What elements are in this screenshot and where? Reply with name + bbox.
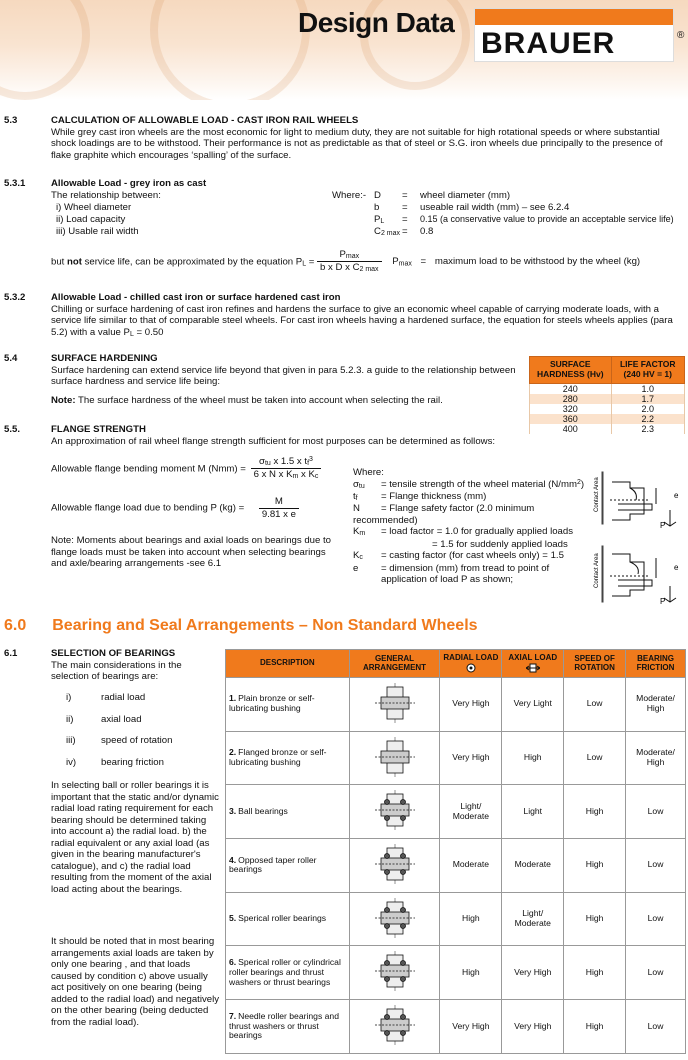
speed-value: High [564,839,626,893]
definition-row: $P_L = 0.15$ (a conservative value to provide an acceptable service life) [374,214,674,225]
section-heading: SELECTION OF BEARINGS [51,648,176,659]
table-row: 400 2.3 [530,424,685,434]
axial-load-value: Light [502,785,564,839]
section-heading: SURFACE HARDENING [51,353,158,364]
diagram-p-label: P [660,521,666,530]
definition-row: application of load P as shown; [381,574,514,586]
bearing-description: 1. Plain bronze or self-lubricating bushing [226,678,350,732]
friction-value: Moderate/ High [626,678,686,732]
radial-load-value: Very High [440,731,502,785]
list-item: i) Wheel diameter [56,202,132,213]
section-body: Surface hardening can extend service life beyond that given in para 5.2.3. a guide to the relationship between surface hardness and service life being: [51,364,516,387]
section-5-3 [51,115,685,161]
registered-mark: ® [677,30,685,41]
section-heading: Allowable Load - grey iron as cast [51,178,207,189]
friction-value: Moderate/ High [626,731,686,785]
page-title: Design Data [298,7,455,38]
where-label: Where:- [332,190,367,201]
list-item: iii) speed of rotation [66,735,173,746]
table-row [226,731,686,785]
flange-contact-diagram [590,470,686,610]
bearing-description: 2. Flanged bronze or self-lubricating bushing [226,731,350,785]
general-arrangement-cell [349,731,440,785]
section-heading: FLANGE STRENGTH [51,424,146,435]
section-number: 5.4 [4,353,18,364]
page-header [0,0,688,100]
definition-list [374,190,686,238]
axial-load-value: Very High [502,1000,564,1054]
column-header: SPEED OF ROTATION [564,650,626,678]
definition-row: b = useable rail width (mm) – see 6.2.4 [374,202,570,213]
section-intro: The relationship between: [51,190,161,201]
radial-load-value: Moderate [440,839,502,893]
section-5-3-1 [51,178,311,238]
speed-value: High [564,1000,626,1054]
definition-row: recommended) [353,514,418,526]
section-5-4 [51,353,523,406]
friction-value: Low [626,892,686,946]
table-header-row [226,650,686,678]
section-5-5 [51,424,523,447]
friction-value: Low [626,785,686,839]
moment-equation: Allowable flange bending moment M (Nmm) = $\frac{\sigma_{tu} x 1.5 x t_f^3}{6 x N x K_m x K_c}$ [51,456,321,482]
column-header: GENERAL ARRANGEMENT [349,650,440,678]
definition-row: $t_f$ = Flange thickness (mm) [353,490,487,502]
definition-row: $K_c$ = casting factor (for cast wheels only) = 1.5 [353,550,564,562]
table-row: 320 2.0 [530,404,685,414]
column-header: RADIAL LOAD [440,650,502,678]
radial-load-value: High [440,946,502,1000]
background-wheel-graphic [0,0,90,100]
considerations-list [66,692,216,778]
bearing-arrangement-icon [373,949,417,993]
section-body: An approximation of rail wheel flange strength sufficient for most purposes can be determined as follows: [51,435,496,447]
bearing-description: 4. Opposed taper roller bearings [226,839,350,893]
equation-fraction: $\frac{M}{\text{9.81 x e}}$ [259,496,299,520]
bearing-arrangement-icon [373,896,417,940]
radial-load-value: Very High [440,1000,502,1054]
diagram-e-label: e [674,491,679,500]
bearing-arrangement-icon [373,681,417,725]
section-number: 5.5. [4,424,21,435]
column-header: DESCRIPTION [226,650,350,678]
bearing-arrangement-icon [373,735,417,779]
list-item: ii) Load capacity [56,214,126,225]
table-row: 240 1.0 [530,383,685,394]
background-wheel-graphic [150,0,310,100]
axial-load-paragraph: It should be noted that in most bearing arrangements axial loads are taken by only one bearing , and that loads caused by condition c) above usually act positively on one bearing (being added to the radial load) and negatively on the other bearing (being deducted from the radial load). [51,936,220,1028]
speed-value: Low [564,731,626,785]
table-row [226,678,686,732]
table-row [226,892,686,946]
hardness-table [529,356,685,434]
general-arrangement-cell [349,946,440,1000]
table-row [226,946,686,1000]
diagram-label: Contact Area [594,477,600,512]
logo-text: BRAUER [481,27,616,60]
section-body: Chilling or surface hardening of cast iron refines and hardens the surface to give an economic wheel capable of carrying moderate loads, with a service life similar to that of comparable steel wheels. For cast iron wheels having a hardened surface, the equation for steels wheels applies (para 5.2) with a value $P_L = 0.50$ [51,303,673,338]
section-number: 6.1 [4,648,18,659]
table-row [226,785,686,839]
load-equation: but not service life, can be approximated by the equation $P_L$ = $\frac{P_{max}}{b x D x C_{2 max}}$ $P_{max}$ = maximum load to be withstood by the wheel (kg) [51,249,641,274]
diagram-e-label: e [674,563,679,572]
bearing-selection-paragraph: In selecting ball or roller bearings it is important that the static and/or dynamic radial load rating requirement for each bearing should be determined taking into account a) the radial load. b) the radial equivalent or any axial load (as given in the bearing manufacturer's catalogue), and c) the radial load resulting from the moment of the axial load acting about the bearings. [51,780,219,895]
section-intro: The main considerations in the selection of bearings are: [51,659,182,682]
axial-load-value: High [502,731,564,785]
definition-row: = 1.5 for suddenly applied loads [432,538,568,550]
definition-row: N = Flange safety factor (2.0 minimum [353,503,535,515]
speed-value: Low [564,678,626,732]
bearing-description: 6. Sperical roller or cylindrical roller bearings and thrust washers or thrust bearings [226,946,350,1000]
flange-load-equation: Allowable flange load due to bending P (kg) = $\frac{M}{\text{9.81 x e}}$ [51,496,299,520]
radial-load-value: Light/ Moderate [440,785,502,839]
list-item: iii) Usable rail width [56,226,139,237]
friction-value: Low [626,839,686,893]
bearing-arrangement-icon [373,842,417,886]
bearing-table [225,649,686,1054]
bearing-arrangement-icon [373,1003,417,1047]
bearing-arrangement-icon [373,788,417,832]
axial-load-value: Light/ Moderate [502,892,564,946]
definition-row: $K_m$ = load factor = 1.0 for gradually applied loads [353,526,574,538]
bearing-description: 5. Sperical roller bearings [226,892,350,946]
definition-row: $\sigma_{tu}$ = tensile strength of the wheel material $(N/mm^2)$ [353,478,585,490]
speed-value: High [564,785,626,839]
table-header-row [530,357,685,384]
definition-row: e = dimension (mm) from tread to point of [353,562,550,574]
list-item: ii) axial load [66,713,142,725]
section-5-3-2 [51,292,685,339]
equation-fraction: $\frac{P_{max}}{b x D x C_{2 max}}$ [317,249,382,275]
diagram-label: Contact Area [594,553,600,588]
bearing-description: 7. Needle roller bearings and thrust washers or thrust bearings [226,1000,350,1054]
radial-load-value: Very High [440,678,502,732]
section-heading: CALCULATION OF ALLOWABLE LOAD - CAST IRON RAIL WHEELS [51,115,359,126]
radial-load-icon [466,663,476,673]
speed-value: High [564,946,626,1000]
table-row [226,839,686,893]
brauer-logo [474,8,674,62]
axial-load-value: Moderate [502,839,564,893]
definition-row: D = wheel diameter (mm) [374,190,511,201]
list-item: i) radial load [66,692,146,703]
diagram-p-label: P [660,597,666,606]
bearing-description: 3. Ball bearings [226,785,350,839]
table-row: 280 1.7 [530,394,685,404]
column-header: LIFE FACTOR (240 HV = 1) [611,357,684,384]
axial-load-icon [526,663,540,673]
general-arrangement-cell [349,892,440,946]
section-6-0-heading: 6.0 Bearing and Seal Arrangements – Non Standard Wheels [4,617,478,634]
section-heading: Allowable Load - chilled cast iron or surface hardened cast iron [51,292,341,303]
axial-load-value: Very Light [502,678,564,732]
column-header: BEARING FRICTION [626,650,686,678]
column-header: AXIAL LOAD [502,650,564,678]
general-arrangement-cell [349,839,440,893]
general-arrangement-cell [349,785,440,839]
definition-row: $C_{2 max} = 0.8$ [374,226,434,237]
section-number: 5.3.1 [4,178,26,189]
list-item: iv) bearing friction [66,756,164,768]
friction-value: Low [626,1000,686,1054]
speed-value: High [564,892,626,946]
section-number: 5.3.2 [4,292,26,303]
general-arrangement-cell [349,678,440,732]
logo-orange-bar [475,9,673,25]
radial-load-value: High [440,892,502,946]
flange-where-list: Where: $\sigma_{tu}$ = tensile strength of the wheel material $(N/mm^2)$ $t_f$ = Flange thickness (mm) N = Flange safety factor (2.0 minimum recommended) $K_m$ = load factor = 1.0 for gradually applied loads = 1.5 for suddenly applied loads $K_c$ = casting factor (for cast wheels only) = 1.5 e = dimension (mm) from tread to point of application of load P as shown; [353,467,593,586]
section-6-1 [51,648,221,683]
column-header: SURFACE HARDNESS (Hv) [530,357,612,384]
flange-note: Note: Moments about bearings and axial loads on bearings due to flange loads must be taken into account when selecting bearings and axle/bearing arrangements -see 6.1 [51,535,331,569]
section-note: Note: The surface hardness of the wheel must be taken into account when selecting the rail. [51,394,443,406]
general-arrangement-cell [349,1000,440,1054]
section-number: 5.3 [4,115,18,126]
friction-value: Low [626,946,686,1000]
table-row [226,1000,686,1054]
axial-load-value: Very High [502,946,564,1000]
equation-fraction: $\frac{\sigma_{tu} x 1.5 x t_f^3}{6 x N x K_m x K_c}$ [251,456,322,482]
section-body: While grey cast iron wheels are the most economic for light to medium duty, they are not suitable for high rotational speeds or where substantial shock loadings are to be withstood. Their performance is not as predictable as that of steel or S.G. iron wheels due principally to the presence of flake graphite which encourages ‘spalling’ of the surface. [51,126,663,161]
table-row: 360 2.2 [530,414,685,424]
